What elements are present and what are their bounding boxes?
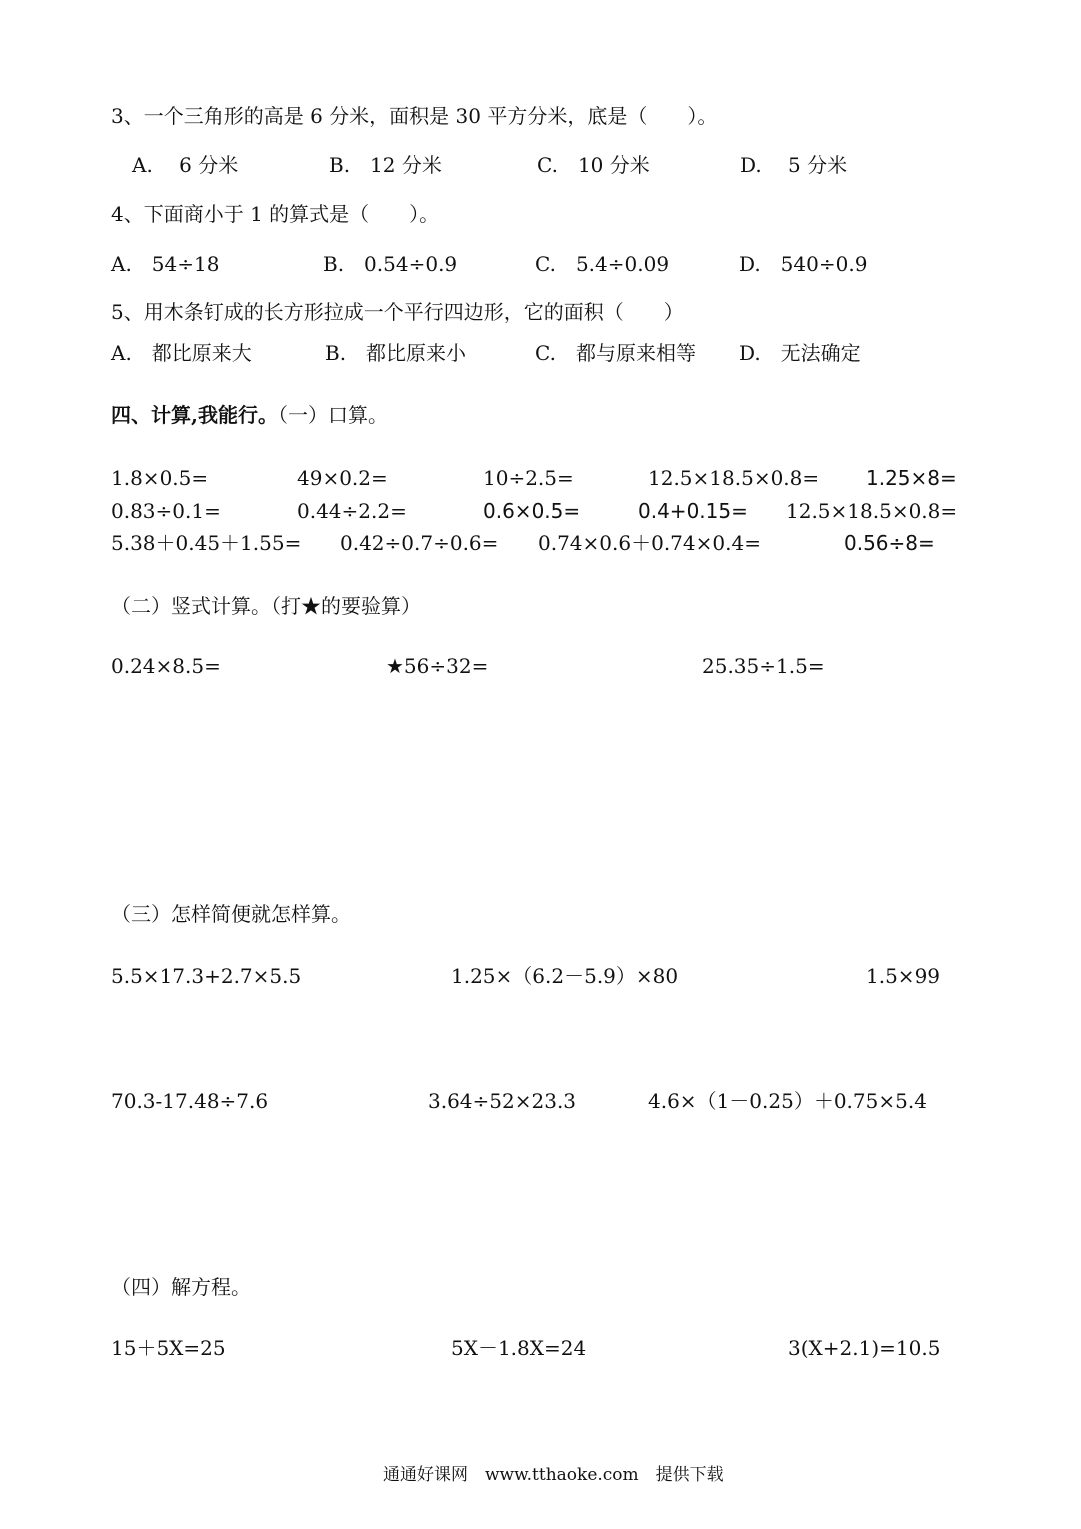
section-4-title: 四、计算,我能行。 [111, 403, 278, 427]
simplify-row2-item1: 70.3-17.48÷7.6 [111, 1089, 269, 1113]
equations-title: （四）解方程。 [111, 1275, 251, 1299]
oral-row3-item4: 0.56÷8= [844, 531, 935, 555]
q5-option-d: D. 无法确定 [739, 341, 861, 365]
q4-option-c: C. 5.4÷0.09 [535, 252, 670, 276]
oral-row2-item2: 0.44÷2.2= [297, 499, 407, 523]
q5-option-c: C. 都与原来相等 [535, 341, 696, 365]
oral-row3-item3: 0.74×0.6＋0.74×0.4= [538, 531, 761, 555]
vertical-item-1: 0.24×8.5= [111, 654, 221, 678]
vertical-item-3: 25.35÷1.5= [702, 654, 825, 678]
simplify-row1-item1: 5.5×17.3+2.7×5.5 [111, 964, 302, 988]
oral-row1-item3: 10÷2.5= [483, 466, 574, 490]
oral-row2-item3: 0.6×0.5= [483, 499, 581, 523]
q4-option-d: D. 540÷0.9 [739, 252, 868, 276]
equation-3: 3(X+2.1)=10.5 [788, 1336, 941, 1360]
oral-row1-item1: 1.8×0.5= [111, 466, 209, 490]
oral-row2-item4: 0.4+0.15= [638, 499, 748, 523]
equation-2: 5X－1.8X=24 [451, 1336, 587, 1360]
question-5-stem: 5、用木条钉成的长方形拉成一个平行四边形，它的面积（ ） [111, 300, 684, 324]
simplify-row1-item2: 1.25×（6.2－5.9）×80 [451, 964, 679, 988]
simplify-row1-item3: 1.5×99 [866, 964, 941, 988]
q3-option-b: B. 12 分米 [329, 153, 442, 177]
oral-row2-item5: 12.5×18.5×0.8= [786, 499, 958, 523]
q3-option-a: A. 6 分米 [132, 153, 239, 177]
section-4-heading [111, 405, 388, 425]
q5-option-a: A. 都比原来大 [111, 341, 252, 365]
vertical-calc-title: （二）竖式计算。（打★的要验算） [111, 594, 421, 618]
vertical-item-2: ★56÷32= [386, 654, 489, 678]
simplify-title: （三）怎样简便就怎样算。 [111, 902, 351, 926]
equation-1: 15＋5X=25 [111, 1336, 226, 1360]
question-4-stem: 4、下面商小于 1 的算式是（ ）。 [111, 202, 440, 226]
oral-row3-item1: 5.38＋0.45＋1.55= [111, 531, 302, 555]
question-3-stem: 3、一个三角形的高是 6 分米，面积是 30 平方分米，底是（ ）。 [111, 104, 718, 128]
section-4-subtitle: （一）口算。 [277, 403, 388, 427]
simplify-row2-item3: 4.6×（1－0.25）＋0.75×5.4 [648, 1089, 927, 1113]
oral-row1-item2: 49×0.2= [297, 466, 388, 490]
q3-option-c: C. 10 分米 [537, 153, 650, 177]
q3-option-d: D. 5 分米 [740, 153, 848, 177]
q5-option-b: B. 都比原来小 [325, 341, 467, 365]
oral-row1-item4: 12.5×18.5×0.8= [648, 466, 820, 490]
q4-option-a: A. 54÷18 [111, 252, 220, 276]
oral-row3-item2: 0.42÷0.7÷0.6= [340, 531, 499, 555]
oral-row1-item5: 1.25×8= [866, 466, 957, 490]
q4-option-b: B. 0.54÷0.9 [323, 252, 458, 276]
page-footer: 通通好课网 www.tthaoke.com 提供下载 [383, 1465, 724, 1485]
simplify-row2-item2: 3.64÷52×23.3 [428, 1089, 577, 1113]
oral-row2-item1: 0.83÷0.1= [111, 499, 221, 523]
